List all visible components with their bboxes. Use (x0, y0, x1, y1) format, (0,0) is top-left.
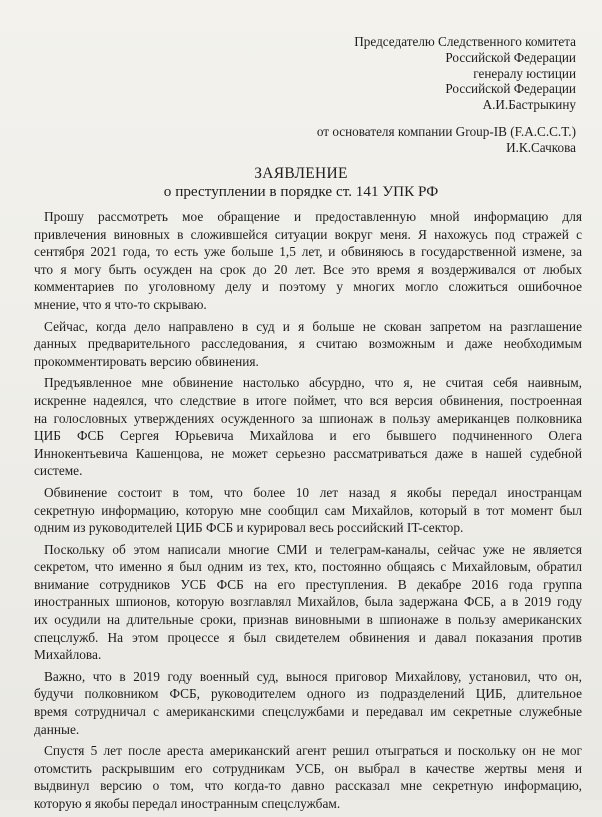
paragraph-line: данных предварительного расследования, я считаю возможным и даже необходимым (34, 336, 582, 352)
paragraph-line: выдвинул версию о том, что когда-то давно рассказал мне секретную информацию, (34, 778, 582, 794)
paragraph-line: Поскольку об этом написали многие СМИ и телеграм-каналы, сейчас уже не является (44, 541, 582, 557)
addressee-line: Председателю Следственного комитета (354, 34, 576, 49)
paragraph-line: сентября 2021 года, то есть уже больше 1,5 лет, и обвиняюсь в государственной измене, за (34, 244, 582, 260)
paragraph-line: отомстить раскрывшим его сотрудникам УСБ, он выбрал в качестве жертвы меня и (34, 760, 582, 776)
paragraph-line: Сейчас, когда дело направлено в суд и я больше не скован запретом на разглашение (44, 318, 582, 334)
paragraph-line: что я могу быть осужден на срок до 20 лет. Все это время я воздерживался от любых (34, 261, 582, 277)
paragraph-line: Важно, что в 2019 году военный суд, вынося приговор Михайлову, установил, что он, (44, 668, 582, 684)
paragraph-line: системе. (34, 463, 83, 479)
paragraph-line: иностранных шпионов, которую возглавлял Михайлов, была задержана ФСБ, а в 2019 году (34, 594, 582, 610)
addressee-line: генералу юстиции (473, 65, 576, 81)
paragraph-line: будучи полковником ФСБ, руководителем одного из подразделений ЦИБ, длительное (34, 686, 582, 702)
sender-line: от основателя компании Group-IB (F.A.C.C.T.) (316, 124, 576, 139)
paragraph-line: искренне надеялся, что следствие в итоге поймет, что вся версия обвинения, построенная (34, 392, 582, 408)
statement-body (34, 208, 582, 817)
paragraph-line: время сотрудничал с американскими спецслужбами и передавал им секретные служебные (34, 704, 582, 720)
document-title: ЗАЯВЛЕНИЕ (254, 165, 348, 182)
paragraph-line: привлечения виновных в сложившейся ситуации вокруг меня. Я нахожусь под стражей с (34, 226, 582, 242)
addressee-line: Российской Федерации (445, 81, 576, 97)
sender-block (290, 124, 576, 156)
paragraph-line: спецслужб. На этом процессе я был свидетелем обвинения и давал показания против (34, 629, 582, 645)
body-paragraph (34, 318, 582, 371)
paragraph-line: секретом, что именно я был одним из тех, кто, постоянно общаясь с Михайловым, обратил (34, 559, 582, 575)
sender-line: И.К.Сачкова (506, 140, 576, 155)
body-paragraph (34, 541, 582, 664)
paragraph-line: их осудили на длительные сроки, признав виновными в шпионаже в пользу американских (34, 612, 582, 628)
document-subtitle: о преступлении в порядке ст. 141 УПК РФ (163, 183, 439, 200)
paragraph-line: мнение, что я что-то скрываю. (34, 296, 207, 312)
paragraph-line: внимание сотрудников УСБ ФСБ на его преступления. В декабре 2016 года группа (34, 576, 582, 592)
addressee-block (340, 34, 576, 113)
paragraph-line: ЦИБ ФСБ Сергея Юрьевича Михайлова и его бывшего подчиненного Олега (34, 428, 582, 444)
body-paragraph (34, 668, 582, 738)
addressee-line: Российской Федерации (445, 49, 576, 65)
paragraph-line: на голословных утверждениях осужденного за шпионаж в пользу американцев полковника (34, 410, 582, 426)
paragraph-line: секретную информацию, которую мне сообщил сам Михайлов, который в тот момент был (34, 502, 582, 518)
paragraph-line: комментариев по уголовному делу и поэтому у многих могло сложиться ошибочное (34, 279, 582, 295)
paragraph-line: Обвинение состоит в том, что более 10 лет назад я якобы передал иностранцам (44, 484, 582, 500)
paragraph-line: данные. (34, 721, 80, 737)
body-paragraph (34, 742, 582, 812)
paragraph-line: прокомментировать версию обвинения. (34, 353, 259, 369)
paragraph-line: Предъявленное мне обвинение настолько абсурдно, что я, не считая себя наивным, (44, 375, 582, 391)
paragraph-line: которую я якобы передал иностранным спецслужбам. (34, 796, 341, 811)
addressee-line: А.И.Бастрыкину (482, 97, 576, 113)
paragraph-line: Иннокентьевича Кашенцова, не может серьезно рассматриваться даже в нашей судебной (34, 445, 582, 461)
paragraph-line: одним из руководителей ЦИБ ФСБ и курировал весь российский IT-сектор. (34, 520, 464, 536)
body-paragraph (34, 208, 582, 314)
paragraph-line: Михайлова. (34, 647, 102, 663)
body-paragraph (34, 374, 582, 480)
body-paragraph (34, 484, 582, 537)
paragraph-line: Прошу рассмотреть мое обращение и предоставленную мной информацию для (44, 209, 582, 224)
paragraph-line: Спустя 5 лет после ареста американский агент решил отыграться и поскольку он не мог (44, 743, 582, 759)
